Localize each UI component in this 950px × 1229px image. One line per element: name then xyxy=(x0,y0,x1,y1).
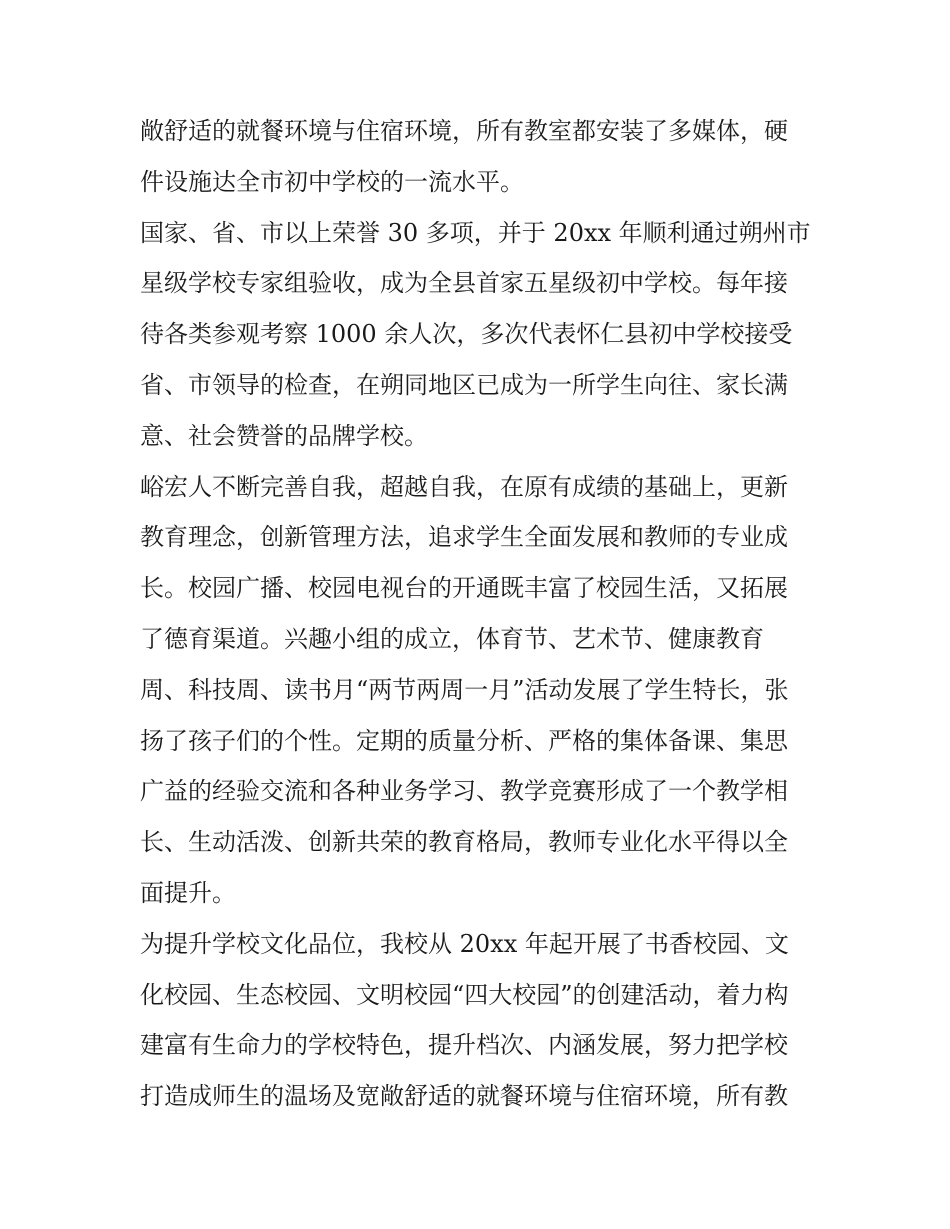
text-line: 广益的经验交流和各种业务学习、教学竞赛形成了一个教学相 xyxy=(140,777,788,806)
text-line: 省、市领导的检查，在朔同地区已成为一所学生向往、家长满 xyxy=(140,370,788,399)
text-line: 教育理念，创新管理方法，追求学生全面发展和教师的专业成 xyxy=(140,523,788,552)
text-line: 面提升。 xyxy=(140,878,236,907)
text-line: 国家、省、市以上荣誉 30 多项，并于 20xx 年顺利通过朔州市 xyxy=(140,218,811,247)
document-body xyxy=(140,106,820,1122)
text-line: 扬了孩子们的个性。定期的质量分析、严格的集体备课、集思 xyxy=(140,726,788,755)
text-line: 为提升学校文化品位，我校从 20xx 年起开展了书香校园、文 xyxy=(140,929,789,958)
text-line: 周、科技周、读书月“两节两周一月”活动发展了学生特长，张 xyxy=(140,675,789,704)
text-line: 打造成师生的温场及宽敞舒适的就餐环境与住宿环境，所有教 xyxy=(140,1082,788,1111)
text-line: 了德育渠道。兴趣小组的成立，体育节、艺术节、健康教育 xyxy=(140,624,764,653)
text-line: 长。校园广播、校园电视台的开通既丰富了校园生活，又拓展 xyxy=(140,574,788,603)
text-line: 待各类参观考察 1000 余人次，多次代表怀仁县初中学校接受 xyxy=(140,320,793,349)
text-line: 星级学校专家组验收，成为全县首家五星级初中学校。每年接 xyxy=(140,269,788,298)
text-line: 件设施达全市初中学校的一流水平。 xyxy=(140,167,524,196)
text-line: 长、生动活泼、创新共荣的教育格局，教师专业化水平得以全 xyxy=(140,828,788,857)
text-line: 建富有生命力的学校特色，提升档次、内涵发展，努力把学校 xyxy=(140,1031,788,1060)
text-line: 敞舒适的就餐环境与住宿环境，所有教室都安装了多媒体，硬 xyxy=(140,117,788,145)
text-line: 峪宏人不断完善自我，超越自我，在原有成绩的基础上，更新 xyxy=(140,472,788,501)
text-line: 化校园、生态校园、文明校园“四大校园”的创建活动，着力构 xyxy=(140,980,789,1009)
text-line: 意、社会赞誉的品牌学校。 xyxy=(140,421,428,450)
